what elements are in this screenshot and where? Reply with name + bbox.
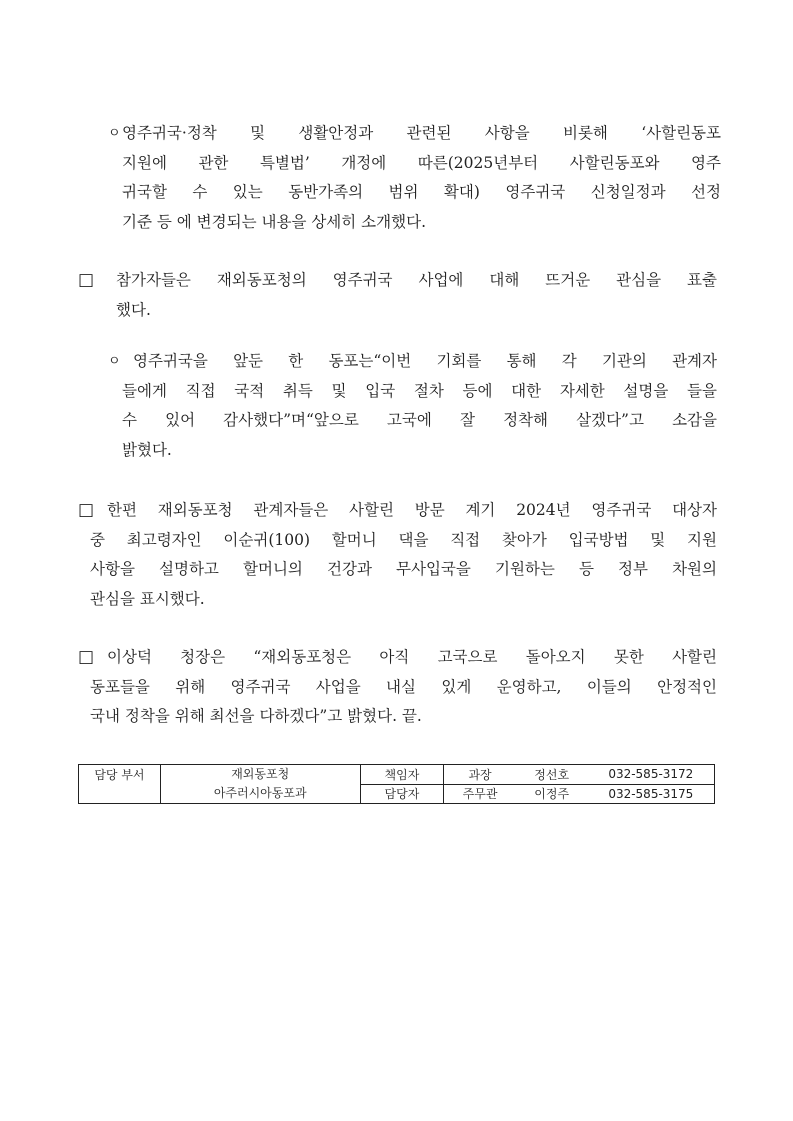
- division-name: 아주러시아동포과: [213, 786, 307, 800]
- dept-label: 담당 부서: [79, 765, 161, 804]
- circle-bullet: ㅇ: [108, 354, 121, 369]
- contact-table: [78, 764, 715, 804]
- role-cell: 담당자: [360, 784, 444, 804]
- paragraph-line: 관심을 표시했다.: [90, 589, 205, 608]
- paragraph-line: 지원에 관한 특별법’ 개정에 따른(2025년부터 사할린동포와 영주: [122, 153, 721, 172]
- paragraph-line: 했다.: [116, 300, 151, 319]
- paragraph-line: 들에게 직접 국적 취득 및 입국 절차 등에 대한 자세한 설명을 들을: [122, 381, 717, 400]
- paragraph-body: [122, 119, 721, 237]
- circle-bullet: ㅇ: [108, 126, 121, 141]
- paragraph-line: 중 최고령자인 이순귀(100) 할머니 댁을 직접 찾아가 입국방법 및 지원: [90, 530, 717, 549]
- bullet-paragraph-quote: [108, 347, 717, 465]
- paragraph-line: 사항을 설명하고 할머니의 건강과 무사입국을 기원하는 등 정부 차원의: [90, 560, 717, 578]
- paragraph-line: 참가자들은 재외동포청의 영주귀국 사업에 대해 뜨거운 관심을 표출: [116, 271, 717, 289]
- paragraph-line: 국내 정착을 위해 최선을 다하겠다”고 밝혔다. 끝.: [90, 707, 422, 725]
- title-cell: 과장: [444, 765, 516, 785]
- paragraph-line: 한편 재외동포청 관계자들은 사할린 방문 계기 2024년 영주귀국 대상자: [107, 501, 717, 519]
- paragraph-line: 밝혔다.: [122, 440, 172, 459]
- org-name: 재외동포청: [231, 767, 290, 781]
- box-paragraph-commissioner: [78, 643, 717, 732]
- org-cell: [160, 765, 360, 804]
- box-bullet: □: [78, 270, 95, 290]
- table-row: [79, 765, 715, 785]
- paragraph-line: 영주귀국·정착 및 생활안정과 관련된 사항을 비롯해 ‘사할린동포: [122, 124, 721, 142]
- phone-cell: 032-585-3172: [588, 765, 715, 785]
- phone-cell: 032-585-3175: [588, 784, 715, 804]
- box-paragraph-visit: [78, 496, 717, 614]
- paragraph-line: 동포들을 위해 영주귀국 사업을 내실 있게 운영하고, 이들의 안정적인: [90, 677, 717, 696]
- paragraph-line: 기준 등 에 변경되는 내용을 상세히 소개했다.: [122, 212, 427, 231]
- box-paragraph-participants: [78, 266, 717, 325]
- name-cell: 이정주: [516, 784, 588, 804]
- paragraph-line: 수 있어 감사했다”며“앞으로 고국에 잘 정착해 살겠다”고 소감을: [122, 411, 717, 429]
- role-cell: 책임자: [360, 765, 444, 785]
- paragraph-line: 이상덕 청장은 “재외동포청은 아직 고국으로 돌아오지 못한 사할린: [107, 648, 717, 666]
- name-cell: 정선호: [516, 765, 588, 785]
- box-bullet: □: [78, 500, 95, 520]
- title-cell: 주무관: [444, 784, 516, 804]
- box-bullet: □: [78, 647, 95, 667]
- paragraph-line: 귀국할 수 있는 동반가족의 범위 확대) 영주귀국 신청일정과 선정: [122, 183, 721, 201]
- paragraph-line: 영주귀국을 앞둔 한 동포는“이번 기회를 통해 각 기관의 관계자: [133, 352, 717, 370]
